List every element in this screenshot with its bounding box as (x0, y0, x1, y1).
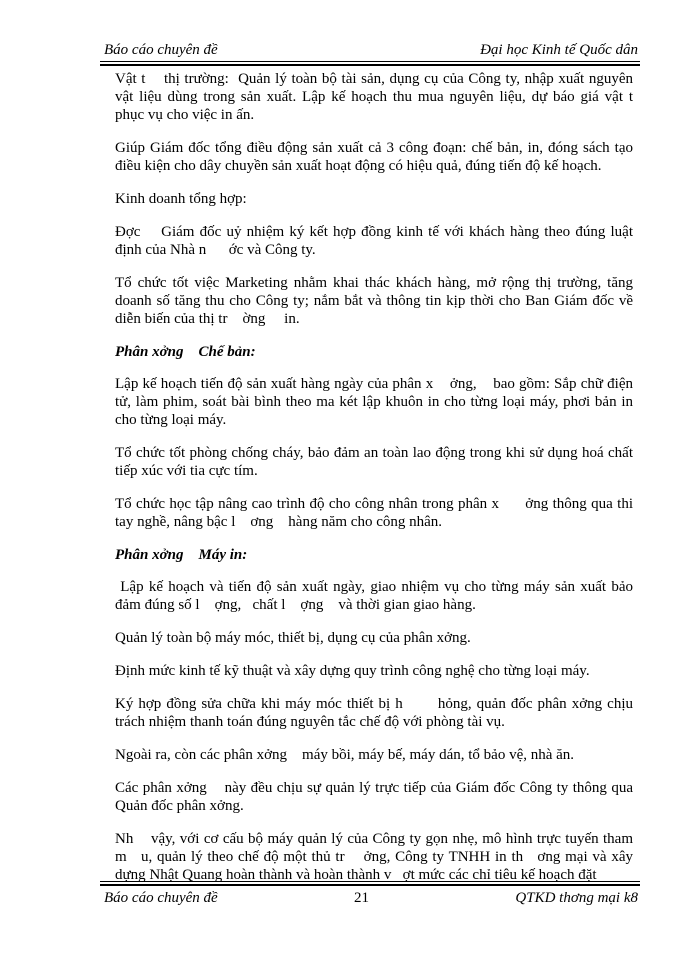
footer-rule-thick (100, 884, 640, 886)
paragraph: Tổ chức học tập nâng cao trình độ cho công nhân trong phân x ởng thông qua thi tay nghề, nâng bậc l ơng hàng năm cho công nhân. (115, 496, 637, 530)
paragraph: Quản lý toàn bộ máy móc, thiết bị, dụng cụ của phân xởng. (115, 630, 471, 646)
paragraph: Định mức kinh tế kỹ thuật và xây dựng quy trình công nghệ cho từng loại máy. (115, 663, 590, 679)
paragraph: Tổ chức tốt việc Marketing nhằm khai thác khách hàng, mở rộng thị trường, tăng doanh số tăng thu cho Công ty; nắm bắt và thông tin kịp thời cho Ban Giám đốc về diễn biến của thị tr ờng in. (115, 275, 637, 327)
page-footer (100, 888, 640, 910)
paragraph: Ngoài ra, còn các phân xởng máy bồi, máy bế, máy dán, tổ bảo vệ, nhà ăn. (115, 747, 575, 763)
paragraph: Kinh doanh tổng hợp: (115, 191, 247, 207)
paragraph: Nh vậy, với cơ cấu bộ máy quản lý của Công ty gọn nhẹ, mô hình trực tuyến tham m u, quản lý theo chế độ một thủ tr ởng, Công ty TNHH in th ơng mại và xây dựng Nhật Quang hoàn thành và hoàn thành v ợt mức các chỉ tiêu kế hoạch đặt (115, 831, 637, 883)
paragraph: Lập kế hoạch và tiến độ sản xuất ngày, giao nhiệm vụ cho từng máy sản xuất bảo đảm đúng số l ợng, chất l ợng và thời gian giao hàng. (115, 579, 637, 613)
footer-left-title: Báo cáo chuyên đề (104, 890, 218, 906)
header-rule-thick (100, 64, 640, 66)
paragraph: Các phân xởng này đều chịu sự quản lý trực tiếp của Giám đốc Công ty thông qua Quản đốc phân xởng. (115, 780, 637, 814)
document-body (115, 70, 656, 899)
header-right-title: Đại học Kinh tế Quốc dân (480, 42, 638, 58)
section-heading: Phân xởng Chế bản: (115, 344, 256, 360)
page-header (100, 38, 640, 60)
paragraph: Tổ chức tốt phòng chống cháy, bảo đảm an toàn lao động trong khi sử dụng hoá chất tiếp xúc với tia cực tím. (115, 445, 637, 479)
page-number: 21 (354, 890, 369, 906)
paragraph: Đợc Giám đốc uỷ nhiệm ký kết hợp đồng kinh tế với khách hàng theo đúng luật định của Nhà n ớc và Công ty. (115, 224, 637, 258)
paragraph: Lập kế hoạch tiến độ sản xuất hàng ngày của phân x ởng, bao gồm: Sắp chữ điện tử, làm phim, soát bài bình theo ma két lập khuôn in cho từng loại máy, phơi bản in cho từng loại máy. (115, 376, 637, 428)
paragraph: Vật t thị trường: Quản lý toàn bộ tài sản, dụng cụ của Công ty, nhập xuất nguyên vật liệu dùng trong sản xuất. Lập kế hoạch thu mua nguyên liệu, dự báo giá vật t phục vụ cho việc in ấn. (115, 71, 656, 123)
header-rule-thin (100, 61, 640, 62)
footer-rule-thin (100, 881, 640, 882)
paragraph: Ký hợp đồng sửa chữa khi máy móc thiết bị h hỏng, quản đốc phân xởng chịu trách nhiệm thanh toán đúng nguyên tắc chế độ với phòng tài vụ. (115, 696, 637, 730)
paragraph: Giúp Giám đốc tổng điều động sản xuất cả 3 công đoạn: chế bản, in, đóng sách tạo điều kiện cho dây chuyền sản xuất hoạt động có hiệu quả, đúng tiến độ kế hoạch. (115, 140, 637, 174)
footer-right-title: QTKD thơng mại k8 (515, 890, 638, 906)
header-left-title: Báo cáo chuyên đề (104, 42, 218, 58)
section-heading: Phân xởng Máy in: (115, 547, 248, 563)
